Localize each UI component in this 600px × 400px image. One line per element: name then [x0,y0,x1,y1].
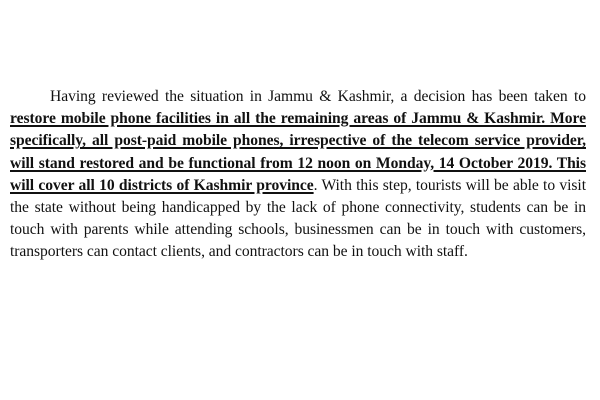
emphasized-announcement: restore mobile phone facilities in all the remaining areas of Jammu & Kashmir. More specifically, all post-paid mobile phones, irrespective of the telecom service provider, will stand restored and be functional from 12 noon on Monday, 14 October 2019. This will cover all 10 districts of Kashmir province [10,110,586,194]
body-paragraph [10,86,586,264]
paragraph-lead-text: Having reviewed the situation in Jammu & Kashmir, a decision has been taken to [50,88,586,105]
paragraph-tail-text: . With this step, tourists will be able to visit the state without being handicapped by the lack of phone connectivity, students can be in touch with parents while attending schools, businessmen can be in touch with customers, transporters can contact clients, and contractors can be in touch with staff. [10,176,586,261]
